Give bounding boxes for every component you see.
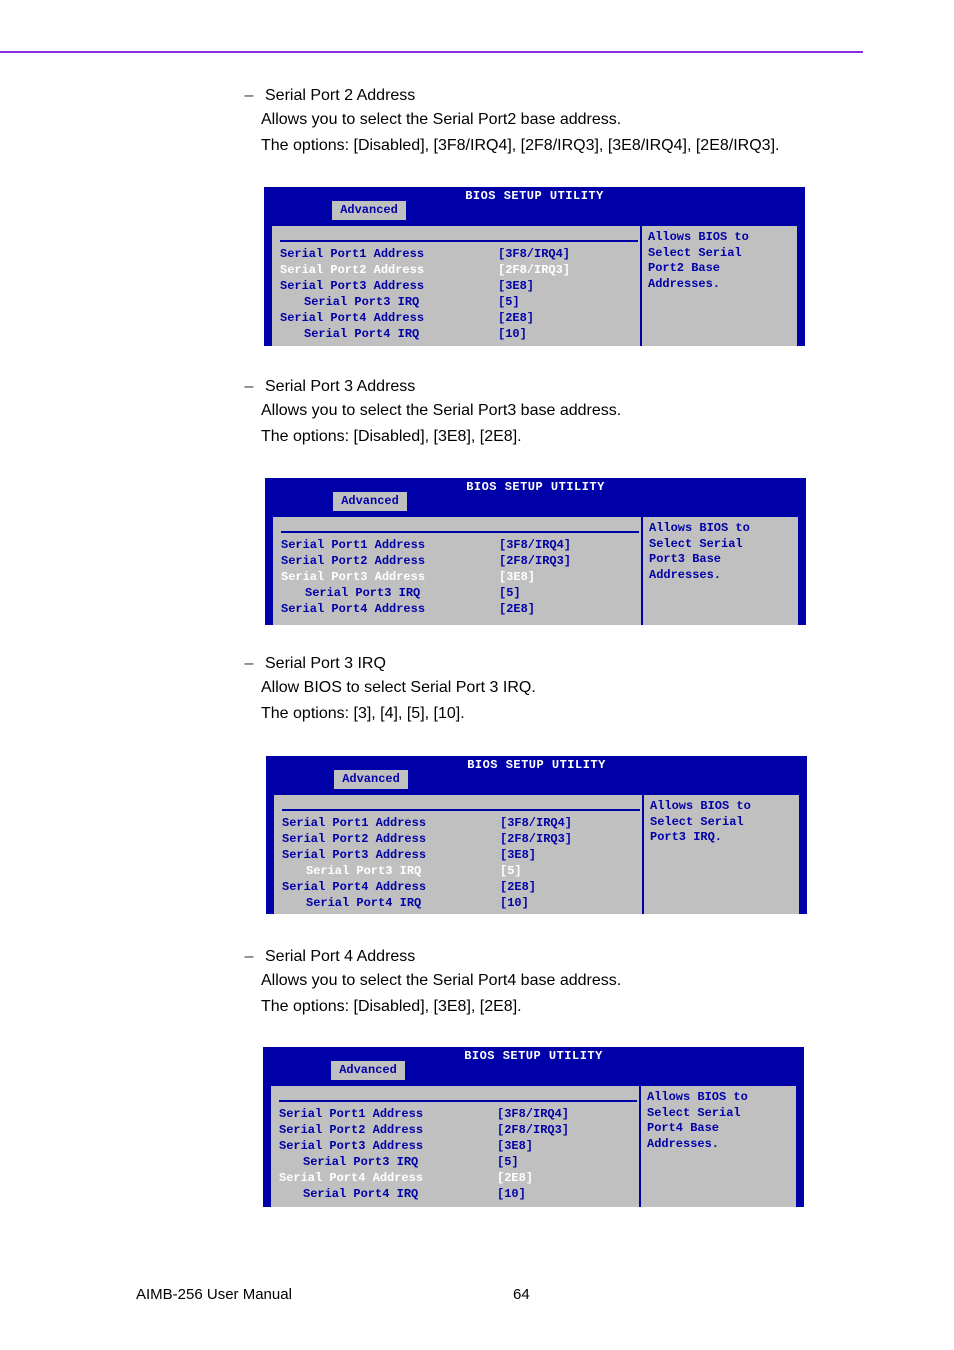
bios-row: Serial Port1 Address [3F8/IRQ4] <box>282 816 573 830</box>
bios-screenshot-port4-address <box>263 1047 804 1207</box>
header-rule <box>0 51 863 53</box>
bios-panel <box>269 1084 798 1207</box>
bios-help-text: Allows BIOS to Select Serial Port4 Base Addresses. <box>647 1090 748 1151</box>
section-description: Allows you to select the Serial Port4 base address. <box>261 972 622 989</box>
bios-screenshot-port2-address <box>264 187 805 346</box>
bios-row: Serial Port3 Address [3E8] <box>280 279 535 293</box>
bios-option-list <box>279 1106 634 1202</box>
bios-title: BIOS SETUP UTILITY <box>465 189 604 203</box>
bios-row: Serial Port4 Address [2E8] <box>281 602 536 616</box>
section-description: Allows you to select the Serial Port3 base address. <box>261 402 622 419</box>
bios-row: Serial Port4 IRQ [10] <box>304 327 527 341</box>
section-heading: Serial Port 2 Address <box>265 87 416 104</box>
bios-row: Serial Port3 Address [3E8] <box>279 1139 534 1153</box>
bios-panel <box>272 793 801 914</box>
bios-row: Serial Port3 IRQ [5] <box>304 295 520 309</box>
bios-option-list <box>281 537 636 617</box>
section-serial-port3-irq <box>243 652 863 726</box>
bios-help-text: Allows BIOS to Select Serial Port3 IRQ. <box>650 799 751 844</box>
bios-tab-advanced: Advanced <box>331 1061 405 1080</box>
bullet-dash: – <box>244 378 254 395</box>
bullet-dash: – <box>244 87 254 104</box>
section-serial-port4-address <box>243 945 863 1019</box>
section-options: The options: [Disabled], [3F8/IRQ4], [2F8/IRQ3], [3E8/IRQ4], [2E8/IRQ3]. <box>261 137 780 154</box>
section-serial-port2-address <box>243 84 863 158</box>
bios-row: Serial Port1 Address [3F8/IRQ4] <box>281 538 572 552</box>
bios-row: Serial Port3 IRQ [5] <box>305 586 521 600</box>
bios-title: BIOS SETUP UTILITY <box>466 480 605 494</box>
bios-panel <box>271 515 800 625</box>
bios-row: Serial Port4 Address [2E8] <box>282 880 537 894</box>
bios-row-selected: Serial Port3 IRQ [5] <box>306 864 522 878</box>
bios-row: Serial Port2 Address [2F8/IRQ3] <box>279 1123 570 1137</box>
bios-help-text: Allows BIOS to Select Serial Port3 Base Addresses. <box>649 521 750 582</box>
bios-row: Serial Port1 Address [3F8/IRQ4] <box>279 1107 570 1121</box>
section-description: Allows you to select the Serial Port2 base address. <box>261 111 622 128</box>
bios-row: Serial Port3 Address [3E8] <box>282 848 537 862</box>
section-heading: Serial Port 3 Address <box>265 378 416 395</box>
section-options: The options: [Disabled], [3E8], [2E8]. <box>261 428 522 445</box>
bios-row: Serial Port4 IRQ [10] <box>303 1187 526 1201</box>
bios-tab-advanced: Advanced <box>333 492 407 511</box>
bios-option-list <box>280 246 635 342</box>
bios-tab-advanced: Advanced <box>332 201 406 220</box>
bios-option-list <box>282 815 637 911</box>
bios-panel <box>270 224 799 346</box>
section-description: Allow BIOS to select Serial Port 3 IRQ. <box>261 679 536 696</box>
bullet-dash: – <box>244 655 254 672</box>
bios-row: Serial Port4 Address [2E8] <box>280 311 535 325</box>
bios-screenshot-port3-irq <box>266 756 807 914</box>
section-serial-port3-address <box>243 375 863 449</box>
bios-row-selected: Serial Port2 Address [2F8/IRQ3] <box>280 263 571 277</box>
bios-row: Serial Port2 Address [2F8/IRQ3] <box>282 832 573 846</box>
bios-row: Serial Port1 Address [3F8/IRQ4] <box>280 247 571 261</box>
footer-page-number: 64 <box>513 1286 530 1303</box>
bios-row-selected: Serial Port3 Address [3E8] <box>281 570 536 584</box>
bios-row-selected: Serial Port4 Address [2E8] <box>279 1171 534 1185</box>
section-options: The options: [Disabled], [3E8], [2E8]. <box>261 998 522 1015</box>
bios-row: Serial Port4 IRQ [10] <box>306 896 529 910</box>
bios-tab-advanced: Advanced <box>334 770 408 789</box>
bios-title: BIOS SETUP UTILITY <box>464 1049 603 1063</box>
bullet-dash: – <box>244 948 254 965</box>
section-heading: Serial Port 4 Address <box>265 948 416 965</box>
section-options: The options: [3], [4], [5], [10]. <box>261 705 465 722</box>
section-heading: Serial Port 3 IRQ <box>265 655 386 672</box>
bios-title: BIOS SETUP UTILITY <box>467 758 606 772</box>
footer-manual-title: AIMB-256 User Manual <box>136 1286 292 1303</box>
bios-row: Serial Port3 IRQ [5] <box>303 1155 519 1169</box>
bios-help-text: Allows BIOS to Select Serial Port2 Base Addresses. <box>648 230 749 291</box>
bios-screenshot-port3-address <box>265 478 806 625</box>
bios-row: Serial Port2 Address [2F8/IRQ3] <box>281 554 572 568</box>
